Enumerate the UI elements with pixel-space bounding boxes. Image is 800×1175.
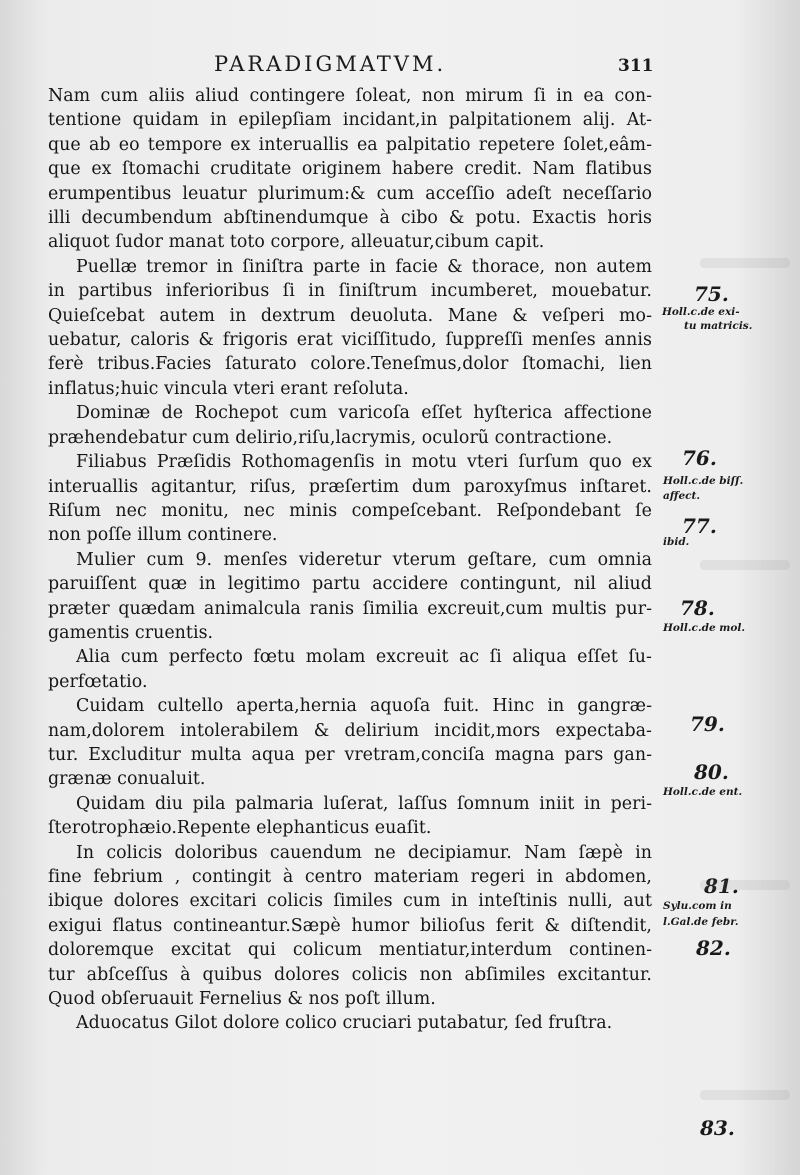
text-line: gamentis cruentis.	[48, 622, 214, 643]
text-line: uebatur, caloris & frigoris erat viciſſitudo, ſuppreſſi menſes annis	[48, 330, 652, 351]
paragraph	[48, 792, 652, 841]
text-line: paruiſſent quæ in legitimo partu accidere contingunt, nil aliud	[48, 574, 652, 595]
marginal-number-80: 80.	[694, 760, 729, 784]
text-line: tur abſceſſus à quibus dolores colicis non abſimiles excitantur.	[48, 964, 652, 985]
text-line: interuallis agitantur, riſus, præſertim dum paroxyſmus inſtaret.	[48, 476, 652, 497]
text-line: tentione quidam in epilepſiam incidant,in palpitationem alij. At-	[48, 110, 652, 131]
paragraph	[48, 645, 652, 694]
text-line: præhendebatur cum delirio,riſu,lacrymis, oculorũ contractione.	[48, 427, 613, 448]
marginal-number-75: 75.	[694, 282, 729, 306]
marginal-number-79: 79.	[690, 712, 725, 736]
text-line: que ab eo tempore ex interuallis ea palpitatio repetere ſolet,eâm-	[48, 134, 652, 155]
main-text-column	[48, 84, 652, 1036]
text-line: illi decumbendum abſtinendumque à cibo & potu. Exactis horis	[48, 208, 652, 229]
text-line: doloremque excitat qui colicum mentiatur,interdum continen-	[48, 940, 652, 961]
text-line: ibique dolores excitari colicis ſimiles cum in inteſtinis nulli, aut	[48, 891, 652, 912]
running-head: PARADIGMATVM.	[214, 52, 447, 76]
text-line: In colicis doloribus cauendum ne decipiamur. Nam ſæpè in	[76, 842, 652, 863]
text-line: Filiabus Præſidis Rothomagenſis in motu vteri ſurſum quo ex	[76, 452, 652, 473]
text-line: erumpentibus leuatur plurimum:& cum acceſſio adeſt neceſſario	[48, 183, 652, 204]
text-line: tur. Excluditur multa aqua per vretram,conciſa magna pars gan-	[48, 744, 652, 765]
text-line: in partibus inferioribus ſi in ſiniſtrum incumberet, mouebatur.	[48, 281, 652, 302]
text-line: Alia cum perfecto fœtu molam excreuit ac ſi aliqua eſſet ſu-	[76, 647, 652, 668]
text-line: Nam cum aliis aliud contingere ſoleat, non mirum ſi in ea con-	[48, 86, 652, 106]
text-line: non poſſe illum continere.	[48, 525, 278, 546]
text-line: Mulier cum 9. menſes videretur vterum geſtare, cum omnia	[76, 549, 652, 570]
paragraph	[48, 548, 652, 646]
paragraph	[48, 841, 652, 1012]
page-header	[0, 52, 800, 82]
text-line: ferè tribus.Facies ſaturato colore.Teneſmus,dolor ſtomachi, lien	[48, 354, 652, 375]
text-line: Riſum nec monitu, nec minis compeſcebant. Reſpondebant ſe	[48, 500, 652, 521]
marginal-reference-75b: tu matricis.	[684, 320, 753, 332]
paragraph	[48, 1011, 652, 1035]
text-line: nam,dolorem intolerabilem & delirium incidit,mors expectaba-	[48, 720, 652, 741]
marginal-reference-76a: Holl.c.de biſſ.	[663, 475, 744, 487]
text-line: Cuidam cultello aperta,hernia aquoſa fuit. Hinc in gangræ-	[76, 696, 652, 717]
paragraph	[48, 401, 652, 450]
marginal-reference-80: Holl.c.de ent.	[663, 786, 743, 798]
text-line: Dominæ de Rochepot cum varicoſa eſſet hyſterica affectione	[76, 403, 652, 424]
text-line: ſterotrophæio.Repente elephanticus euaſit.	[48, 818, 432, 839]
marginal-reference-75a: Holl.c.de exi-	[662, 306, 740, 318]
text-line: Quod obſeruauit Fernelius & nos poſt illum.	[48, 989, 436, 1010]
bleed-through-mark	[700, 880, 790, 890]
text-line: aliquot ſudor manat toto corpore, alleuatur,cibum capit.	[48, 232, 545, 253]
text-line: Quieſcebat autem in dextrum deuoluta. Mane & veſperi mo-	[48, 305, 652, 326]
marginal-number-83: 83.	[700, 1116, 735, 1140]
marginal-number-76: 76.	[682, 446, 717, 470]
marginal-number-78: 78.	[680, 596, 715, 620]
text-line: Puellæ tremor in ſiniſtra parte in facie & thorace, non autem	[76, 256, 652, 277]
marginal-reference-78: Holl.c.de mol.	[663, 622, 746, 634]
paragraph	[48, 694, 652, 792]
text-line: perfœtatio.	[48, 671, 148, 692]
marginal-number-81: 81.	[704, 874, 739, 898]
marginal-reference-81b: l.Gal.de febr.	[663, 916, 739, 928]
paragraph	[48, 84, 652, 255]
marginal-number-82: 82.	[696, 936, 731, 960]
page-number: 311	[618, 56, 654, 76]
marginal-number-77: 77.	[682, 514, 717, 538]
bleed-through-mark	[700, 1090, 790, 1100]
text-line: præter quædam animalcula ranis ſimilia excreuit,cum multis pur-	[48, 598, 652, 619]
marginal-reference-77: ibid.	[663, 536, 690, 548]
marginal-reference-76b: affect.	[663, 490, 701, 502]
text-line: inflatus;huic vincula vteri erant reſoluta.	[48, 378, 409, 399]
paragraph	[48, 450, 652, 548]
bleed-through-mark	[700, 560, 790, 570]
paragraph	[48, 255, 652, 401]
text-line: Quidam diu pila palmaria luſerat, laſſus ſomnum iniit in peri-	[76, 793, 652, 814]
text-line: exigui flatus contineantur.Sæpè humor bilioſus ferit & diſtendit,	[48, 915, 652, 936]
text-line: que ex ſtomachi cruditate originem habere credit. Nam flatibus	[48, 159, 652, 180]
text-line: grænæ conualuit.	[48, 769, 206, 790]
bleed-through-mark	[700, 258, 790, 268]
marginal-reference-81a: Sylu.com in	[663, 900, 732, 912]
text-line: Aduocatus Gilot dolore colico cruciari putabatur, ſed fruſtra.	[76, 1013, 613, 1034]
text-line: fine febrium , contingit à centro materiam regeri in abdomen,	[48, 867, 652, 887]
